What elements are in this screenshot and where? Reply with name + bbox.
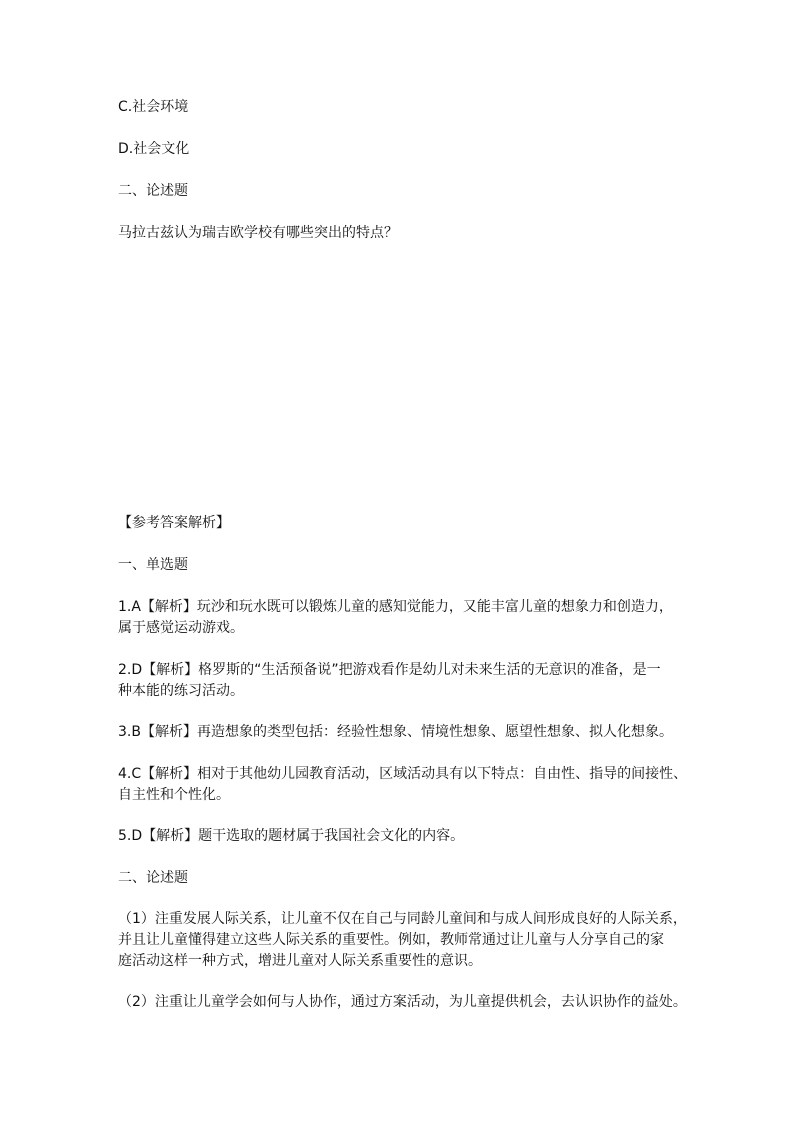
answer-line: 种本能的练习活动。 (118, 683, 244, 699)
essay-question: 马拉古兹认为瑞吉欧学校有哪些突出的特点？ (118, 225, 398, 241)
answer-line: 4.C【解析】相对于其他幼儿园教育活动，区域活动具有以下特点：自由性、指导的间接性、 (118, 766, 688, 782)
essay-line: 并且让儿童懂得建立这些人际关系的重要性。例如，教师常通过让儿童与人分享自己的家 (118, 932, 664, 948)
answer-item-5 (118, 826, 688, 847)
essay-line: （1）注重发展人际关系，让儿童不仅在自己与同龄儿童间和与成人间形成良好的人际关系， (118, 911, 687, 927)
answer-line: 属于感觉运动游戏。 (118, 620, 244, 636)
answers-essay-heading: 二、论述题 (118, 870, 188, 886)
option-d: D.社会文化 (118, 141, 190, 157)
answer-item-3 (118, 722, 688, 743)
answer-item-1 (118, 597, 688, 639)
essay-line: 庭活动这样一种方式，增进儿童对人际关系重要性的意识。 (118, 953, 482, 969)
answer-item-4 (118, 764, 688, 806)
essay-point-2 (118, 992, 688, 1013)
answer-line: 5.D【解析】题干选取的题材属于我国社会文化的内容。 (118, 828, 465, 844)
answers-title: 【参考答案解析】 (118, 515, 230, 531)
answer-line: 1.A【解析】玩沙和玩水既可以锻炼儿童的感知觉能力，又能丰富儿童的想象力和创造力， (118, 599, 673, 615)
answer-item-2 (118, 660, 688, 702)
answer-line: 2.D【解析】格罗斯的“生活预备说”把游戏看作是幼儿对未来生活的无意识的准备，是一 (118, 662, 661, 678)
essay-heading: 二、论述题 (118, 183, 188, 199)
essay-point-1 (118, 909, 688, 972)
single-choice-heading: 一、单选题 (118, 557, 188, 573)
answer-line: 3.B【解析】再造想象的类型包括：经验性想象、情境性想象、愿望性想象、拟人化想象。 (118, 724, 673, 740)
answer-line: 自主性和个性化。 (118, 787, 230, 803)
option-c: C.社会环境 (118, 99, 189, 115)
essay-line: （2）注重让儿童学会如何与人协作，通过方案活动，为儿童提供机会，去认识协作的益处。 (118, 994, 687, 1010)
